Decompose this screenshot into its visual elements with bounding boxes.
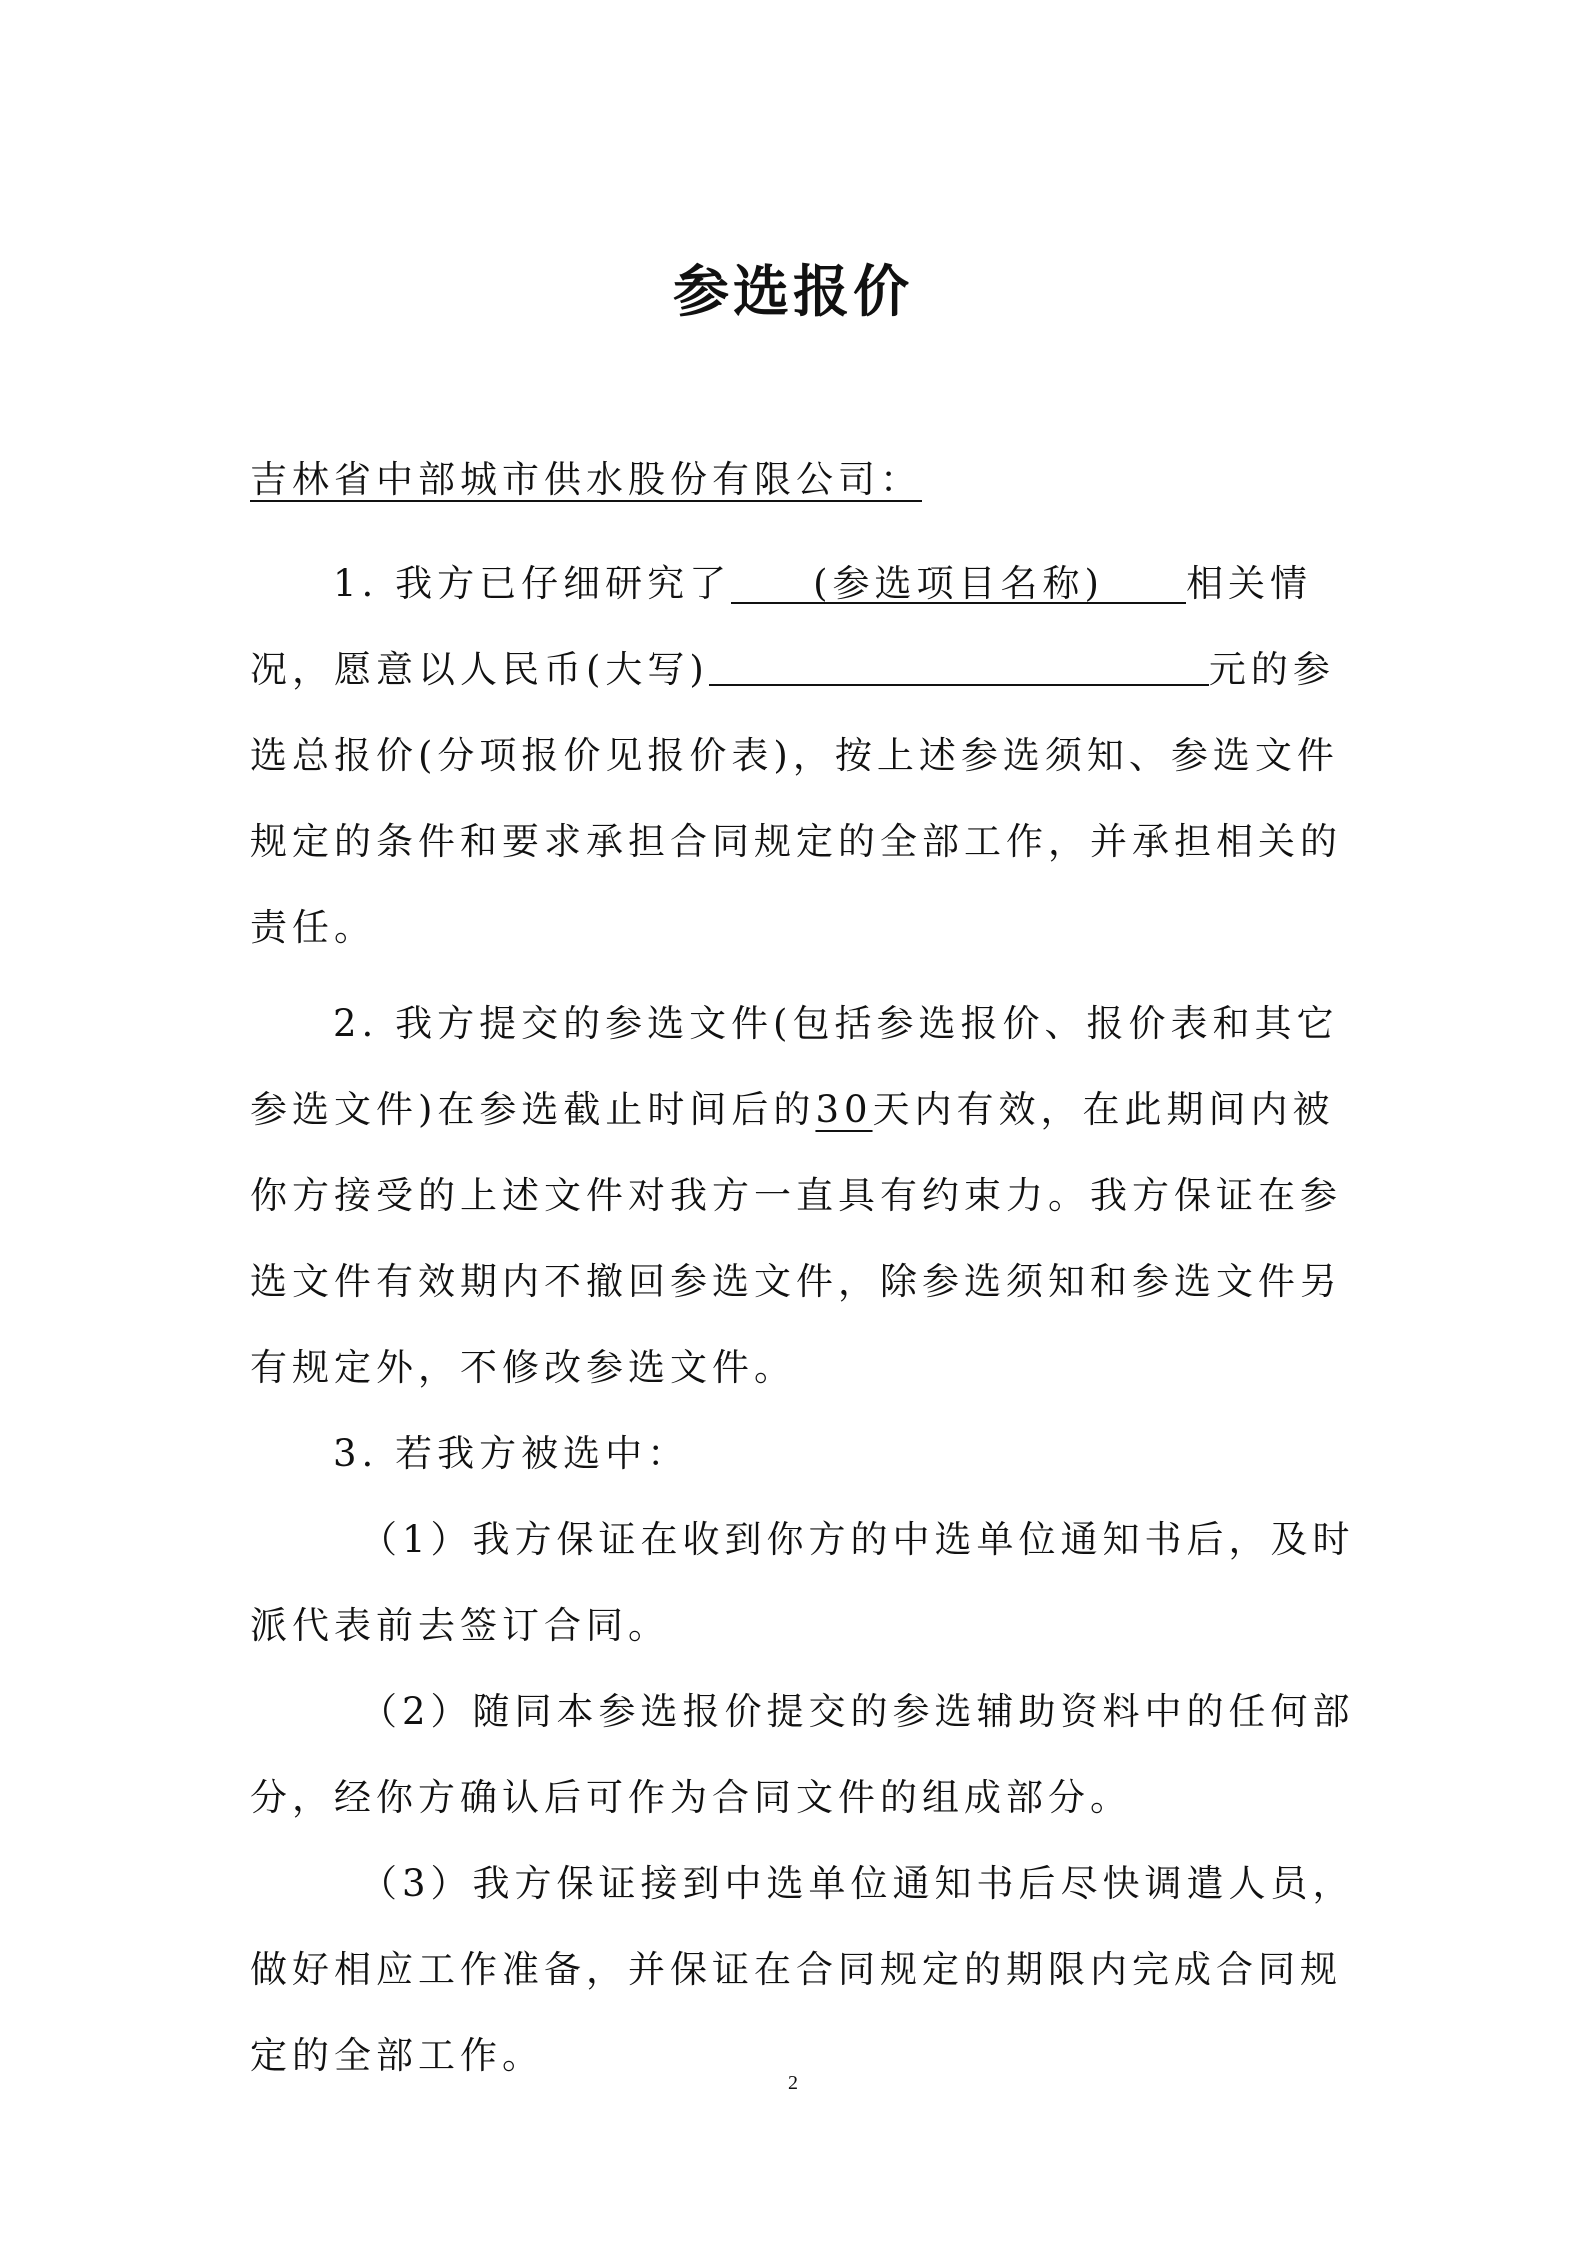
item2-line5: 有规定外，不修改参选文件。 <box>250 1346 796 1389</box>
item1-line5: 责任。 <box>250 906 376 949</box>
item2-line1: 2. 我方提交的参选文件(包括参选报价、报价表和其它 <box>333 1002 1339 1045</box>
item1-line2 <box>250 640 1335 700</box>
item3-sub1-line2: 派代表前去签订合同。 <box>250 1604 670 1647</box>
item3-sub3-line1: （3）我方保证接到中选单位通知书后尽快调遣人员， <box>360 1862 1355 1905</box>
addressee: 吉林省中部城市供水股份有限公司： <box>250 458 922 501</box>
item1-line1-suffix: 相关情 <box>1186 562 1313 605</box>
item3-heading: 3. 若我方被选中： <box>333 1432 690 1475</box>
item3-sub2-line1: （2）随同本参选报价提交的参选辅助资料中的任何部 <box>360 1690 1355 1733</box>
project-name-placeholder: (参选项目名称) <box>813 562 1104 605</box>
item1-line1 <box>333 554 1312 614</box>
document-title: 参选报价 <box>673 260 913 325</box>
item2-line2 <box>250 1080 1335 1140</box>
item1-line4: 规定的条件和要求承担合同规定的全部工作，并承担相关的 <box>250 820 1342 863</box>
project-name-blank <box>731 554 1186 604</box>
item2-line4: 选文件有效期内不撤回参选文件，除参选须知和参选文件另 <box>250 1260 1342 1303</box>
item1-line2-prefix: 况，愿意以人民币(大写) <box>250 648 709 691</box>
item1-line3: 选总报价(分项报价见报价表)，按上述参选须知、参选文件 <box>250 734 1339 777</box>
item3-sub2-line2: 分，经你方确认后可作为合同文件的组成部分。 <box>250 1776 1132 1819</box>
item2-line2-prefix: 参选文件)在参选截止时间后的 <box>250 1088 816 1131</box>
page-number: 2 <box>788 2072 798 2094</box>
item3-sub3-line3: 定的全部工作。 <box>250 2034 544 2077</box>
item1-line1-prefix: 1. 我方已仔细研究了 <box>333 562 732 605</box>
item3-sub1-line1: （1）我方保证在收到你方的中选单位通知书后，及时 <box>360 1518 1355 1561</box>
item2-line2-suffix: 天内有效，在此期间内被 <box>872 1088 1335 1131</box>
validity-days: 30 <box>815 1088 873 1131</box>
item1-line2-suffix: 元的参 <box>1208 648 1335 691</box>
item3-sub3-line2: 做好相应工作准备，并保证在合同规定的期限内完成合同规 <box>250 1948 1342 1991</box>
amount-blank <box>709 640 1209 686</box>
item2-line3: 你方接受的上述文件对我方一直具有约束力。我方保证在参 <box>250 1174 1342 1217</box>
